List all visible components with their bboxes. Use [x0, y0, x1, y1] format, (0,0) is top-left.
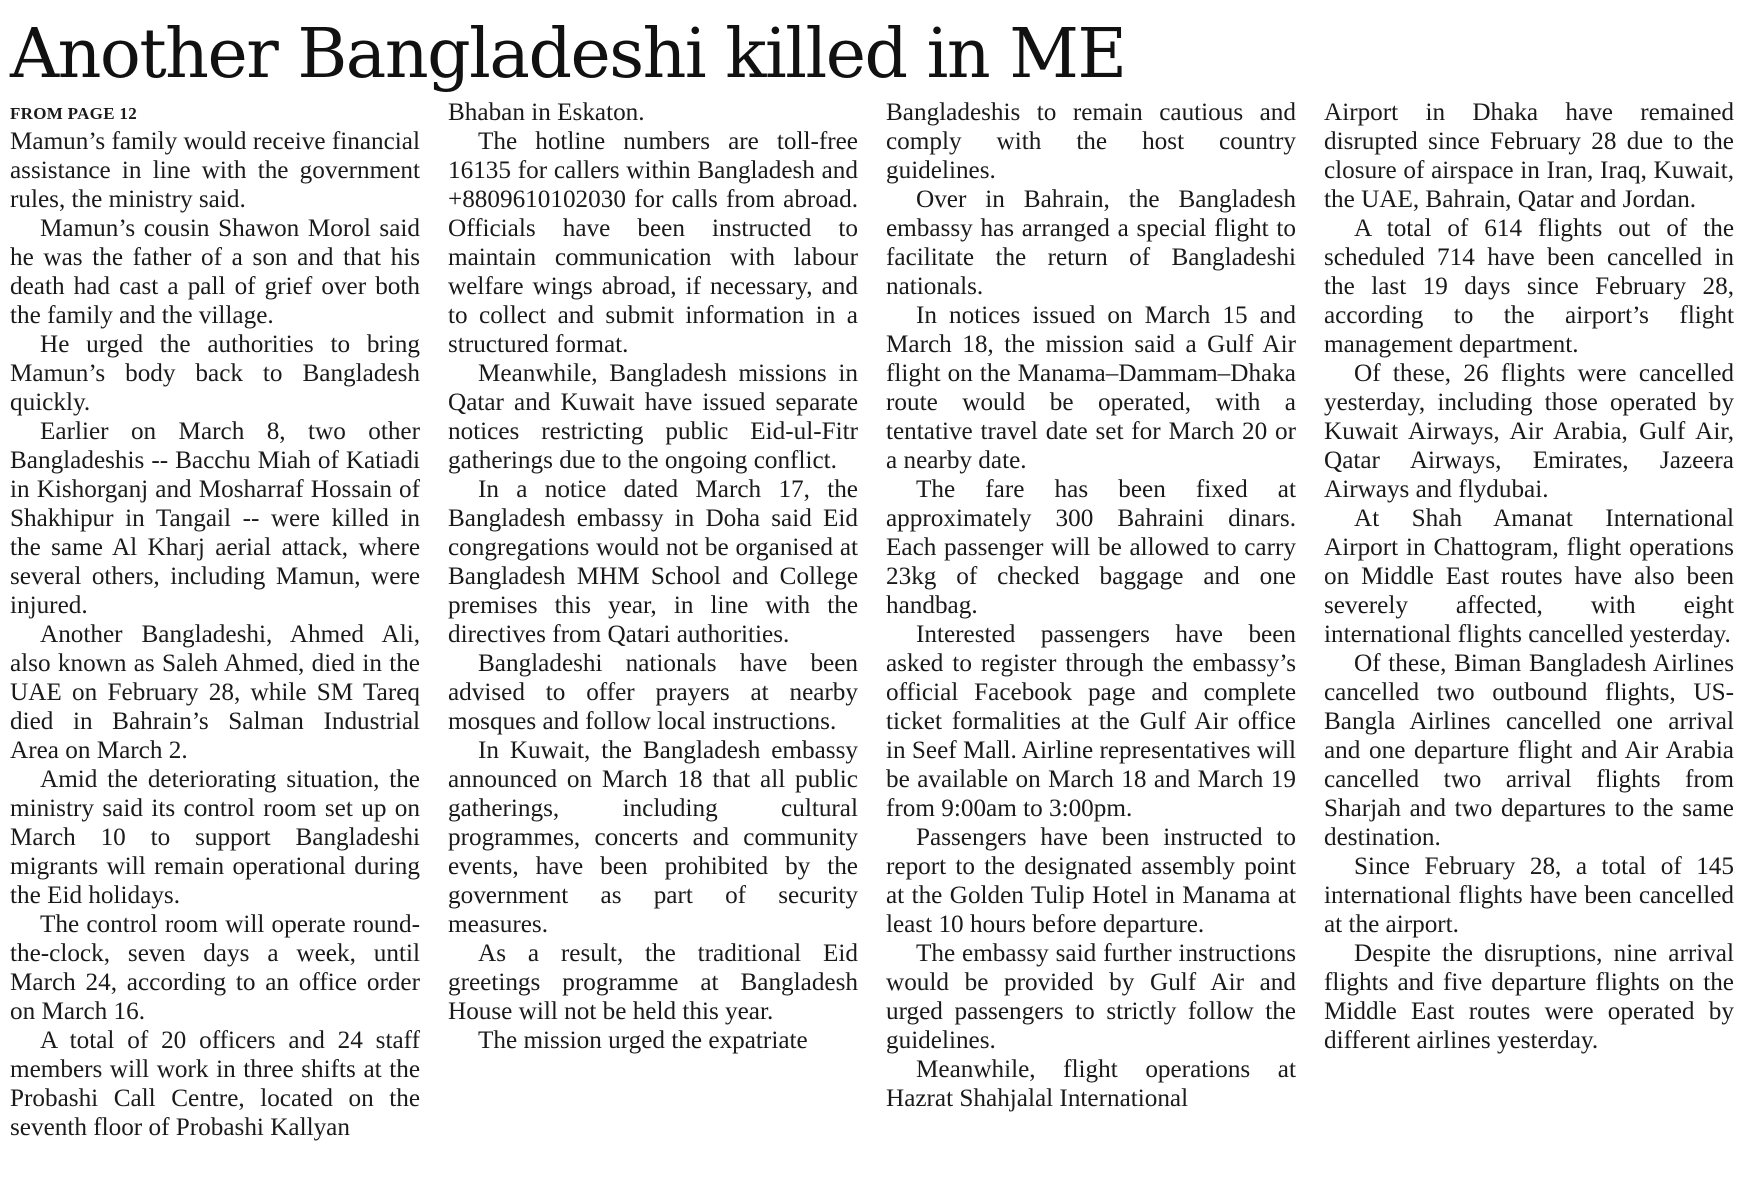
- paragraph: Of these, 26 flights were cancelled yesterday, including those operated by Kuwait Airways, Air Arabia, Gulf Air, Qatar Airways, Emirates, Jazeera Airways and flydubai.: [1324, 360, 1734, 503]
- paragraph: Airport in Dhaka have remained disrupted since February 28 due to the closure of airspace in Iran, Iraq, Kuwait, the UAE, Bahrain, Qatar and Jordan.: [1324, 99, 1734, 213]
- paragraph: He urged the authorities to bring Mamun’s body back to Bangladesh quickly.: [10, 331, 420, 416]
- paragraph: Meanwhile, Bangladesh missions in Qatar and Kuwait have issued separate notices restricting public Eid-ul-Fitr gatherings due to the ongoing conflict.: [448, 360, 858, 474]
- column-1: [10, 127, 420, 1142]
- paragraph: A total of 614 flights out of the scheduled 714 have been cancelled in the last 19 days since February 28, according to the airport’s flight management department.: [1324, 215, 1734, 358]
- paragraph: Bangladeshis to remain cautious and comply with the host country guidelines.: [886, 99, 1296, 184]
- paragraph: Interested passengers have been asked to register through the embassy’s official Facebook page and complete ticket formalities at the Gulf Air office in Seef Mall. Airline representatives will be available on March 18 and March 19 from 9:00am to 3:00pm.: [886, 621, 1296, 822]
- paragraph: In notices issued on March 15 and March 18, the mission said a Gulf Air flight on the Manama–Dammam–Dhaka route would be operated, with a tentative travel date set for March 20 or a nearby date.: [886, 302, 1296, 474]
- column-2: [448, 98, 858, 1055]
- paragraph: The control room will operate round-the-clock, seven days a week, until March 24, according to an office order on March 16.: [10, 911, 420, 1025]
- column-4: [1324, 98, 1734, 1055]
- paragraph: Bhaban in Eskaton.: [448, 99, 645, 126]
- paragraph: Mamun’s cousin Shawon Morol said he was the father of a son and that his death had cast a pall of grief over both the family and the village.: [10, 215, 420, 329]
- continuation-label: FROM PAGE 12: [10, 104, 137, 123]
- paragraph: In Kuwait, the Bangladesh embassy announced on March 18 that all public gatherings, including cultural programmes, concerts and community events, have been prohibited by the government as part of security measures.: [448, 737, 858, 938]
- paragraph: Passengers have been instructed to report to the designated assembly point at the Golden Tulip Hotel in Manama at least 10 hours before departure.: [886, 824, 1296, 938]
- paragraph: The embassy said further instructions would be provided by Gulf Air and urged passengers to strictly follow the guidelines.: [886, 940, 1296, 1054]
- headline: Another Bangladeshi killed in ME: [10, 15, 1126, 94]
- paragraph: Of these, Biman Bangladesh Airlines cancelled two outbound flights, US-Bangla Airlines cancelled one arrival and one departure flight and Air Arabia cancelled two arrival flights from Sharjah and two departures to the same destination.: [1324, 650, 1734, 851]
- paragraph: Meanwhile, flight operations at Hazrat Shahjalal International: [886, 1056, 1296, 1112]
- paragraph: The hotline numbers are toll-free 16135 for callers within Bangladesh and +8809610102030 for calls from abroad. Officials have been instructed to maintain communication with labour welfare wings abroad, if necessary, and to collect and submit information in a structured format.: [448, 128, 858, 358]
- paragraph: Since February 28, a total of 145 international flights have been cancelled at the airport.: [1324, 853, 1734, 938]
- paragraph: At Shah Amanat International Airport in Chattogram, flight operations on Middle East routes have also been severely affected, with eight international flights cancelled yesterday.: [1324, 505, 1734, 648]
- paragraph: The mission urged the expatriate: [478, 1027, 808, 1054]
- paragraph: Despite the disruptions, nine arrival flights and five departure flights on the Middle East routes were operated by different airlines yesterday.: [1324, 940, 1734, 1054]
- paragraph: Mamun’s family would receive financial assistance in line with the government rules, the ministry said.: [10, 128, 420, 213]
- paragraph: The fare has been fixed at approximately 300 Bahraini dinars. Each passenger will be allowed to carry 23kg of checked baggage and one handbag.: [886, 476, 1296, 619]
- paragraph: In a notice dated March 17, the Bangladesh embassy in Doha said Eid congregations would not be organised at Bangladesh MHM School and College premises this year, in line with the directives from Qatari authorities.: [448, 476, 858, 648]
- column-3: [886, 98, 1296, 1113]
- paragraph: Amid the deteriorating situation, the ministry said its control room set up on March 10 to support Bangladeshi migrants will remain operational during the Eid holidays.: [10, 766, 420, 909]
- paragraph: A total of 20 officers and 24 staff members will work in three shifts at the Probashi Call Centre, located on the seventh floor of Probashi Kallyan: [10, 1027, 420, 1141]
- paragraph: Bangladeshi nationals have been advised to offer prayers at nearby mosques and follow local instructions.: [448, 650, 858, 735]
- paragraph: Another Bangladeshi, Ahmed Ali, also known as Saleh Ahmed, died in the UAE on February 28, while SM Tareq died in Bahrain’s Salman Industrial Area on March 2.: [10, 621, 420, 764]
- paragraph: Over in Bahrain, the Bangladesh embassy has arranged a special flight to facilitate the return of Bangladeshi nationals.: [886, 186, 1296, 300]
- paragraph: As a result, the traditional Eid greetings programme at Bangladesh House will not be held this year.: [448, 940, 858, 1025]
- paragraph: Earlier on March 8, two other Bangladeshis -- Bacchu Miah of Katiadi in Kishorganj and Mosharraf Hossain of Shakhipur in Tangail -- were killed in the same Al Kharj aerial attack, where several others, including Mamun, were injured.: [10, 418, 420, 619]
